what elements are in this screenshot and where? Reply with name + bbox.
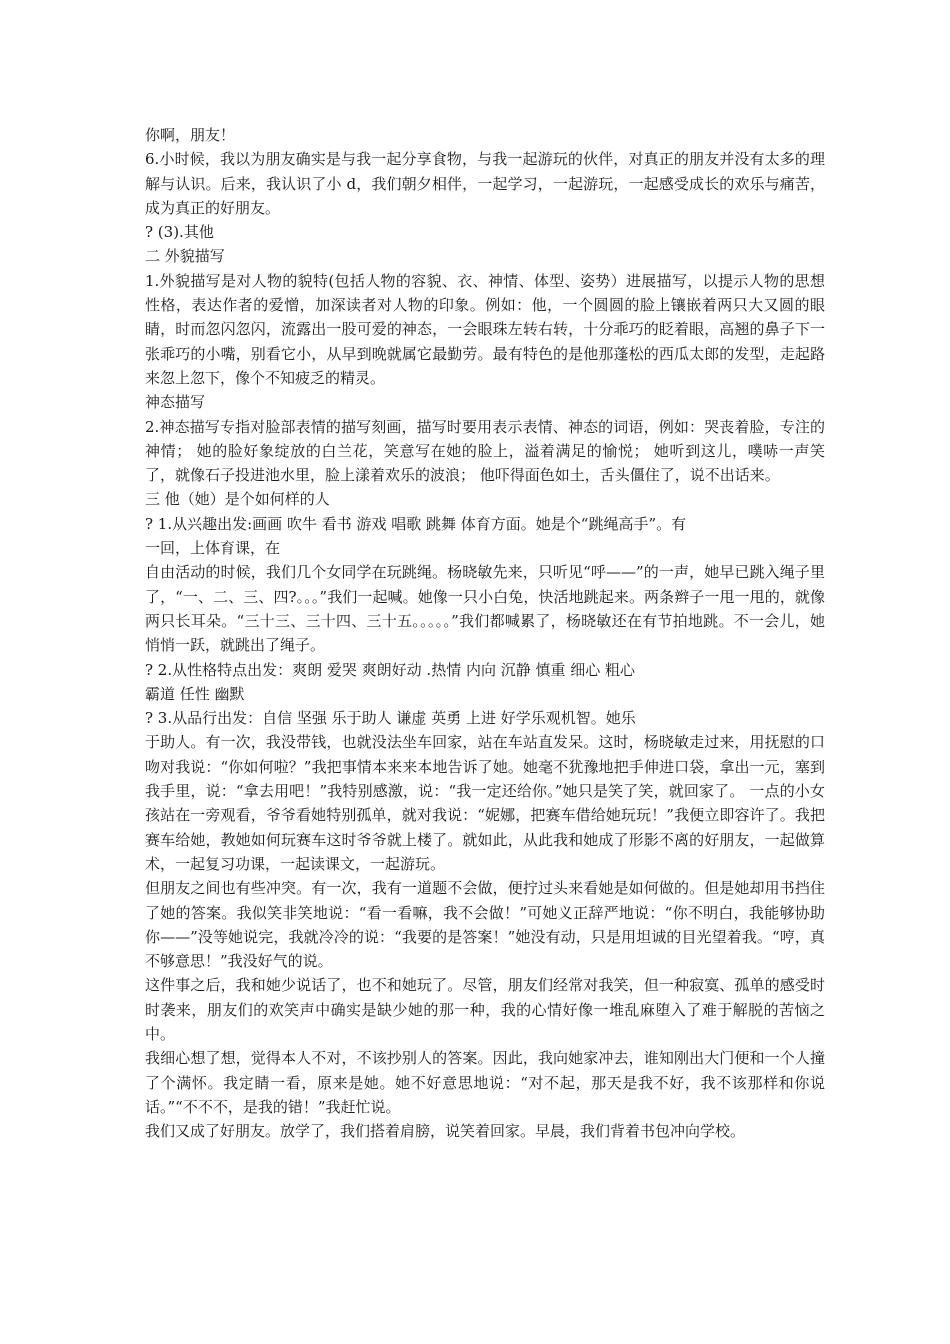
paragraph-10: 一回，上体育课，在	[145, 539, 281, 558]
section-heading-person: 三 他（她）是个如何样的人	[145, 490, 330, 509]
paragraph-19: 我们又成了好朋友。放学了，我们搭着肩膀，说笑着回家。早晨，我们背着书包冲向学校。	[145, 1122, 746, 1141]
paragraph-14: ? 3.从品行出发：自信 坚强 乐于助人 谦虚 英勇 上进 好学乐观机智。她乐	[145, 709, 636, 728]
paragraph-11: 自由活动的时候，我们几个女同学在玩跳绳。杨晓敏先来，只听见“呼——”的一声，她早已跳入绳子里了，“一、二、三、四?。。。”我们一起喊。她像一只小白兔，快活地跳起来。两条辫子一甩一甩的，就像两只长耳朵。“三十三、三十四、三十五。。。。。”我们都喊累了，杨晓敏还在有节拍地跳。不一会儿，她悄悄一跃，就跳出了绳子。	[145, 563, 825, 655]
paragraph-9: ? 1.从兴趣出发:画画 吹牛 看书 游戏 唱歌 跳舞 体育方面。她是个“跳绳高手”。有	[145, 514, 687, 533]
section-heading-appearance: 二 外貌描写	[145, 247, 225, 266]
paragraph-1: 你啊，朋友！	[145, 126, 236, 144]
paragraph-3: ? (3).其他	[145, 223, 214, 242]
paragraph-5: 1.外貌描写是对人物的貌特(包括人物的容貌、衣、神情、体型、姿势）进展描写，以提示人物的思想性格，表达作者的爱憎，加深读者对人物的印象。例如：他，一个圆圆的脸上镶嵌着两只大又圆的眼睛，时而忽闪忽闪，流露出一股可爱的神态，一会眼珠左转右转，十分乖巧的眨着眼，高翘的鼻子下一张乖巧的小嘴，别看它小，从早到晚就属它最勤劳。最有特色的是他那蓬松的西瓜太郎的发型，走起路来忽上忽下，像个不知疲乏的精灵。	[145, 271, 825, 387]
paragraph-7: 2.神态描写专指对脸部表情的描写刻画，描写时要用表示表情、神态的词语，例如：哭丧着脸，专注的神情； 她的脸好象绽放的白兰花，笑意写在她的脸上，溢着满足的愉悦； 她听到这儿，噗哧一声笑了，就像石子投进池水里，脸上漾着欢乐的波浪； 他吓得面色如土，舌头僵住了，说不出话来。	[145, 417, 825, 485]
paragraph-16: 但朋友之间也有些冲突。有一次，我有一道题不会做，便拧过头来看她是如何做的。但是她却用书挡住了她的答案。我似笑非笑地说：“看一看嘛，我不会做！”可她义正辞严地说：“你不明白，我能够协助你——”没等她说完，我就冷冷的说：“我要的是答案！”她没有动，只是用坦诚的目光望着我。“哼，真不够意思！”我没好气的说。	[145, 879, 825, 971]
paragraph-17: 这件事之后，我和她少说话了，也不和她玩了。尽管，朋友们经常对我笑，但一种寂寞、孤单的感受时时袭来，朋友们的欢笑声中确实是缺少她的那一种，我的心情好像一堆乱麻堕入了难于解脱的苦恼之中。	[145, 976, 825, 1043]
paragraph-2: 6.小时候，我以为朋友确实是与我一起分享食物，与我一起游玩的伙伴，对真正的朋友并没有太多的理解与认识。后来，我认识了小 d，我们朝夕相伴，一起学习，一起游玩，一起感受成长的欢乐与痛苦，成为真正的好朋友。	[145, 150, 825, 217]
paragraph-15: 于助人。有一次，我没带钱，也就没法坐车回家，站在车站直发呆。这时，杨晓敏走过来，用抚慰的口吻对我说：“你如何啦？”我把事情本来来本地告诉了她。她毫不犹豫地把手伸进口袋，拿出一元，塞到我手里，说：“拿去用吧！”我特别感激，说：“我一定还给你。”她只是笑了笑，就回家了。 一点的小女孩站在一旁观看，爷爷看她特别孤单，就对我说：“妮娜，把赛车借给她玩玩！”我便立即容许了。我把赛车给她，教她如何玩赛车这时爷爷就上楼了。就如此，从此我和她成了形影不离的好朋友，一起做算术，一起复习功课，一起读课文，一起游玩。	[145, 733, 825, 873]
paragraph-18: 我细心想了想，觉得本人不对，不该抄别人的答案。因此，我向她家冲去，谁知刚出大门便和一个人撞了个满怀。我定睛一看，原来是她。她不好意思地说：“对不起，那天是我不好，我不该那样和你说话。”“不不不，是我的错！”我赶忙说。	[145, 1049, 825, 1116]
paragraph-13: 霸道 任性 幽默	[145, 684, 245, 703]
document-body	[145, 123, 825, 1143]
paragraph-12: ? 2.从性格特点出发：爽朗 爱哭 爽朗好动 .热情 内向 沉静 慎重 细心 粗心	[145, 660, 636, 679]
section-heading-expression: 神态描写	[145, 393, 206, 412]
